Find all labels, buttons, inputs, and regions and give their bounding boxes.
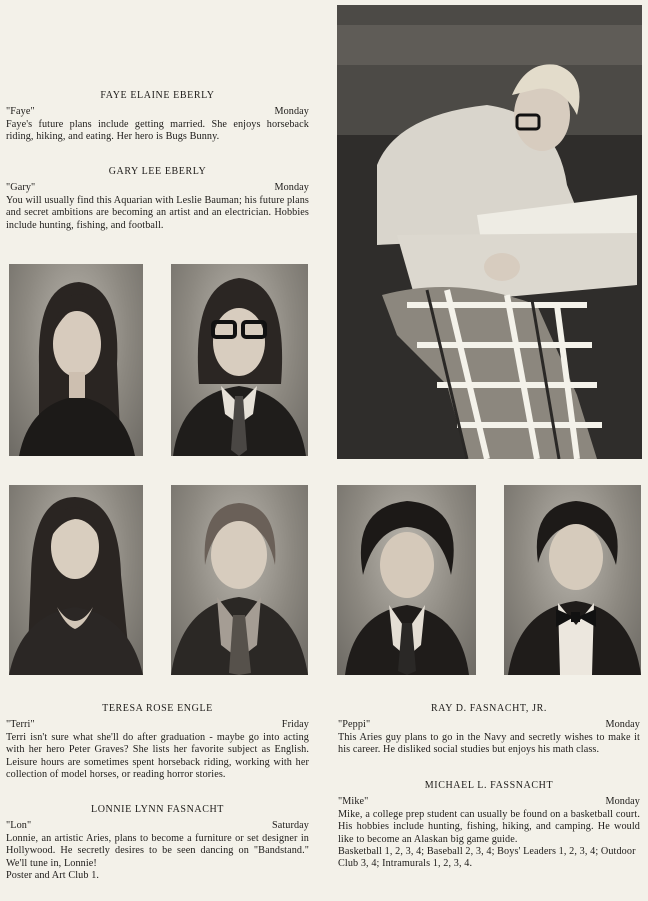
student-nickname: "Gary" xyxy=(6,182,36,194)
entry-teresa-engle xyxy=(6,703,309,781)
student-day: Monday xyxy=(605,719,640,731)
student-description: You will usually find this Aquarian with Leslie Bauman; his future plans and secret ambitions are becoming an artist and an electrician. Hobbies include hunting, fishing, and football. xyxy=(6,194,309,231)
student-day: Monday xyxy=(605,796,640,808)
candid-photo-student-writing xyxy=(337,5,642,459)
student-day: Monday xyxy=(274,106,309,118)
student-name: FAYE ELAINE EBERLY xyxy=(100,90,215,101)
portrait-michael xyxy=(504,485,641,675)
student-name: LONNIE LYNN FASNACHT xyxy=(90,804,225,815)
entry-gary-eberly xyxy=(6,166,309,232)
student-activities: Poster and Art Club 1. xyxy=(6,870,100,882)
student-name: RAY D. FASNACHT, JR. xyxy=(431,703,547,714)
student-nickname: "Faye" xyxy=(6,106,35,118)
student-name: TERESA ROSE ENGLE xyxy=(102,703,213,714)
portrait-faye xyxy=(9,264,143,456)
student-description: Faye's future plans include getting married. She enjoys horseback riding, hiking, and eating. Her hero is Bugs Bunny. xyxy=(6,118,309,143)
entry-faye-eberly xyxy=(6,90,309,144)
student-nickname: "Lon" xyxy=(6,820,32,832)
portrait-lonnie xyxy=(171,485,308,675)
student-day: Friday xyxy=(281,719,309,731)
student-name: MICHAEL L. FASSNACHT xyxy=(424,780,554,791)
student-day: Monday xyxy=(274,182,309,194)
entry-michael-fassnacht xyxy=(338,780,640,871)
portrait-gary xyxy=(171,264,308,456)
student-nickname: "Mike" xyxy=(338,796,369,808)
student-description: Terri isn't sure what she'll do after graduation - maybe go into acting with her hero Peter Graves? She lists her favorite subject as English. Leisure hours are sometimes spent horseback riding, working with her collection of model horses, or reading horror stories. xyxy=(6,731,309,781)
student-activities: Basketball 1, 2, 3, 4; Baseball 2, 3, 4; Boys' Leaders 1, 2, 3, 4; Outdoor Club 3, 4; Intramurals 1, 2, 3, 4. xyxy=(338,846,636,870)
student-nickname: "Terri" xyxy=(6,719,35,731)
student-name: GARY LEE EBERLY xyxy=(108,166,207,177)
student-description: This Aries guy plans to go in the Navy and secretly wishes to make it his career. He disliked social studies but enjoys his math class. xyxy=(338,731,640,756)
student-description: Mike, a college prep student can usually be found on a basketball court. His hobbies include hunting, fishing, hiking, and camping. He would like to become an Alaskan big game guide. xyxy=(338,808,640,845)
student-nickname: "Peppi" xyxy=(338,719,371,731)
student-description: Lonnie, an artistic Aries, plans to become a furniture or set designer in Hollywood. He secretly desires to be seen dancing on "Bandstand." We'll tune in, Lonnie! xyxy=(6,832,309,869)
entry-lonnie-fasnacht xyxy=(6,804,309,882)
entry-ray-fasnacht xyxy=(338,703,640,757)
student-day: Saturday xyxy=(271,820,309,832)
portrait-teresa xyxy=(9,485,143,675)
portrait-ray xyxy=(337,485,476,675)
